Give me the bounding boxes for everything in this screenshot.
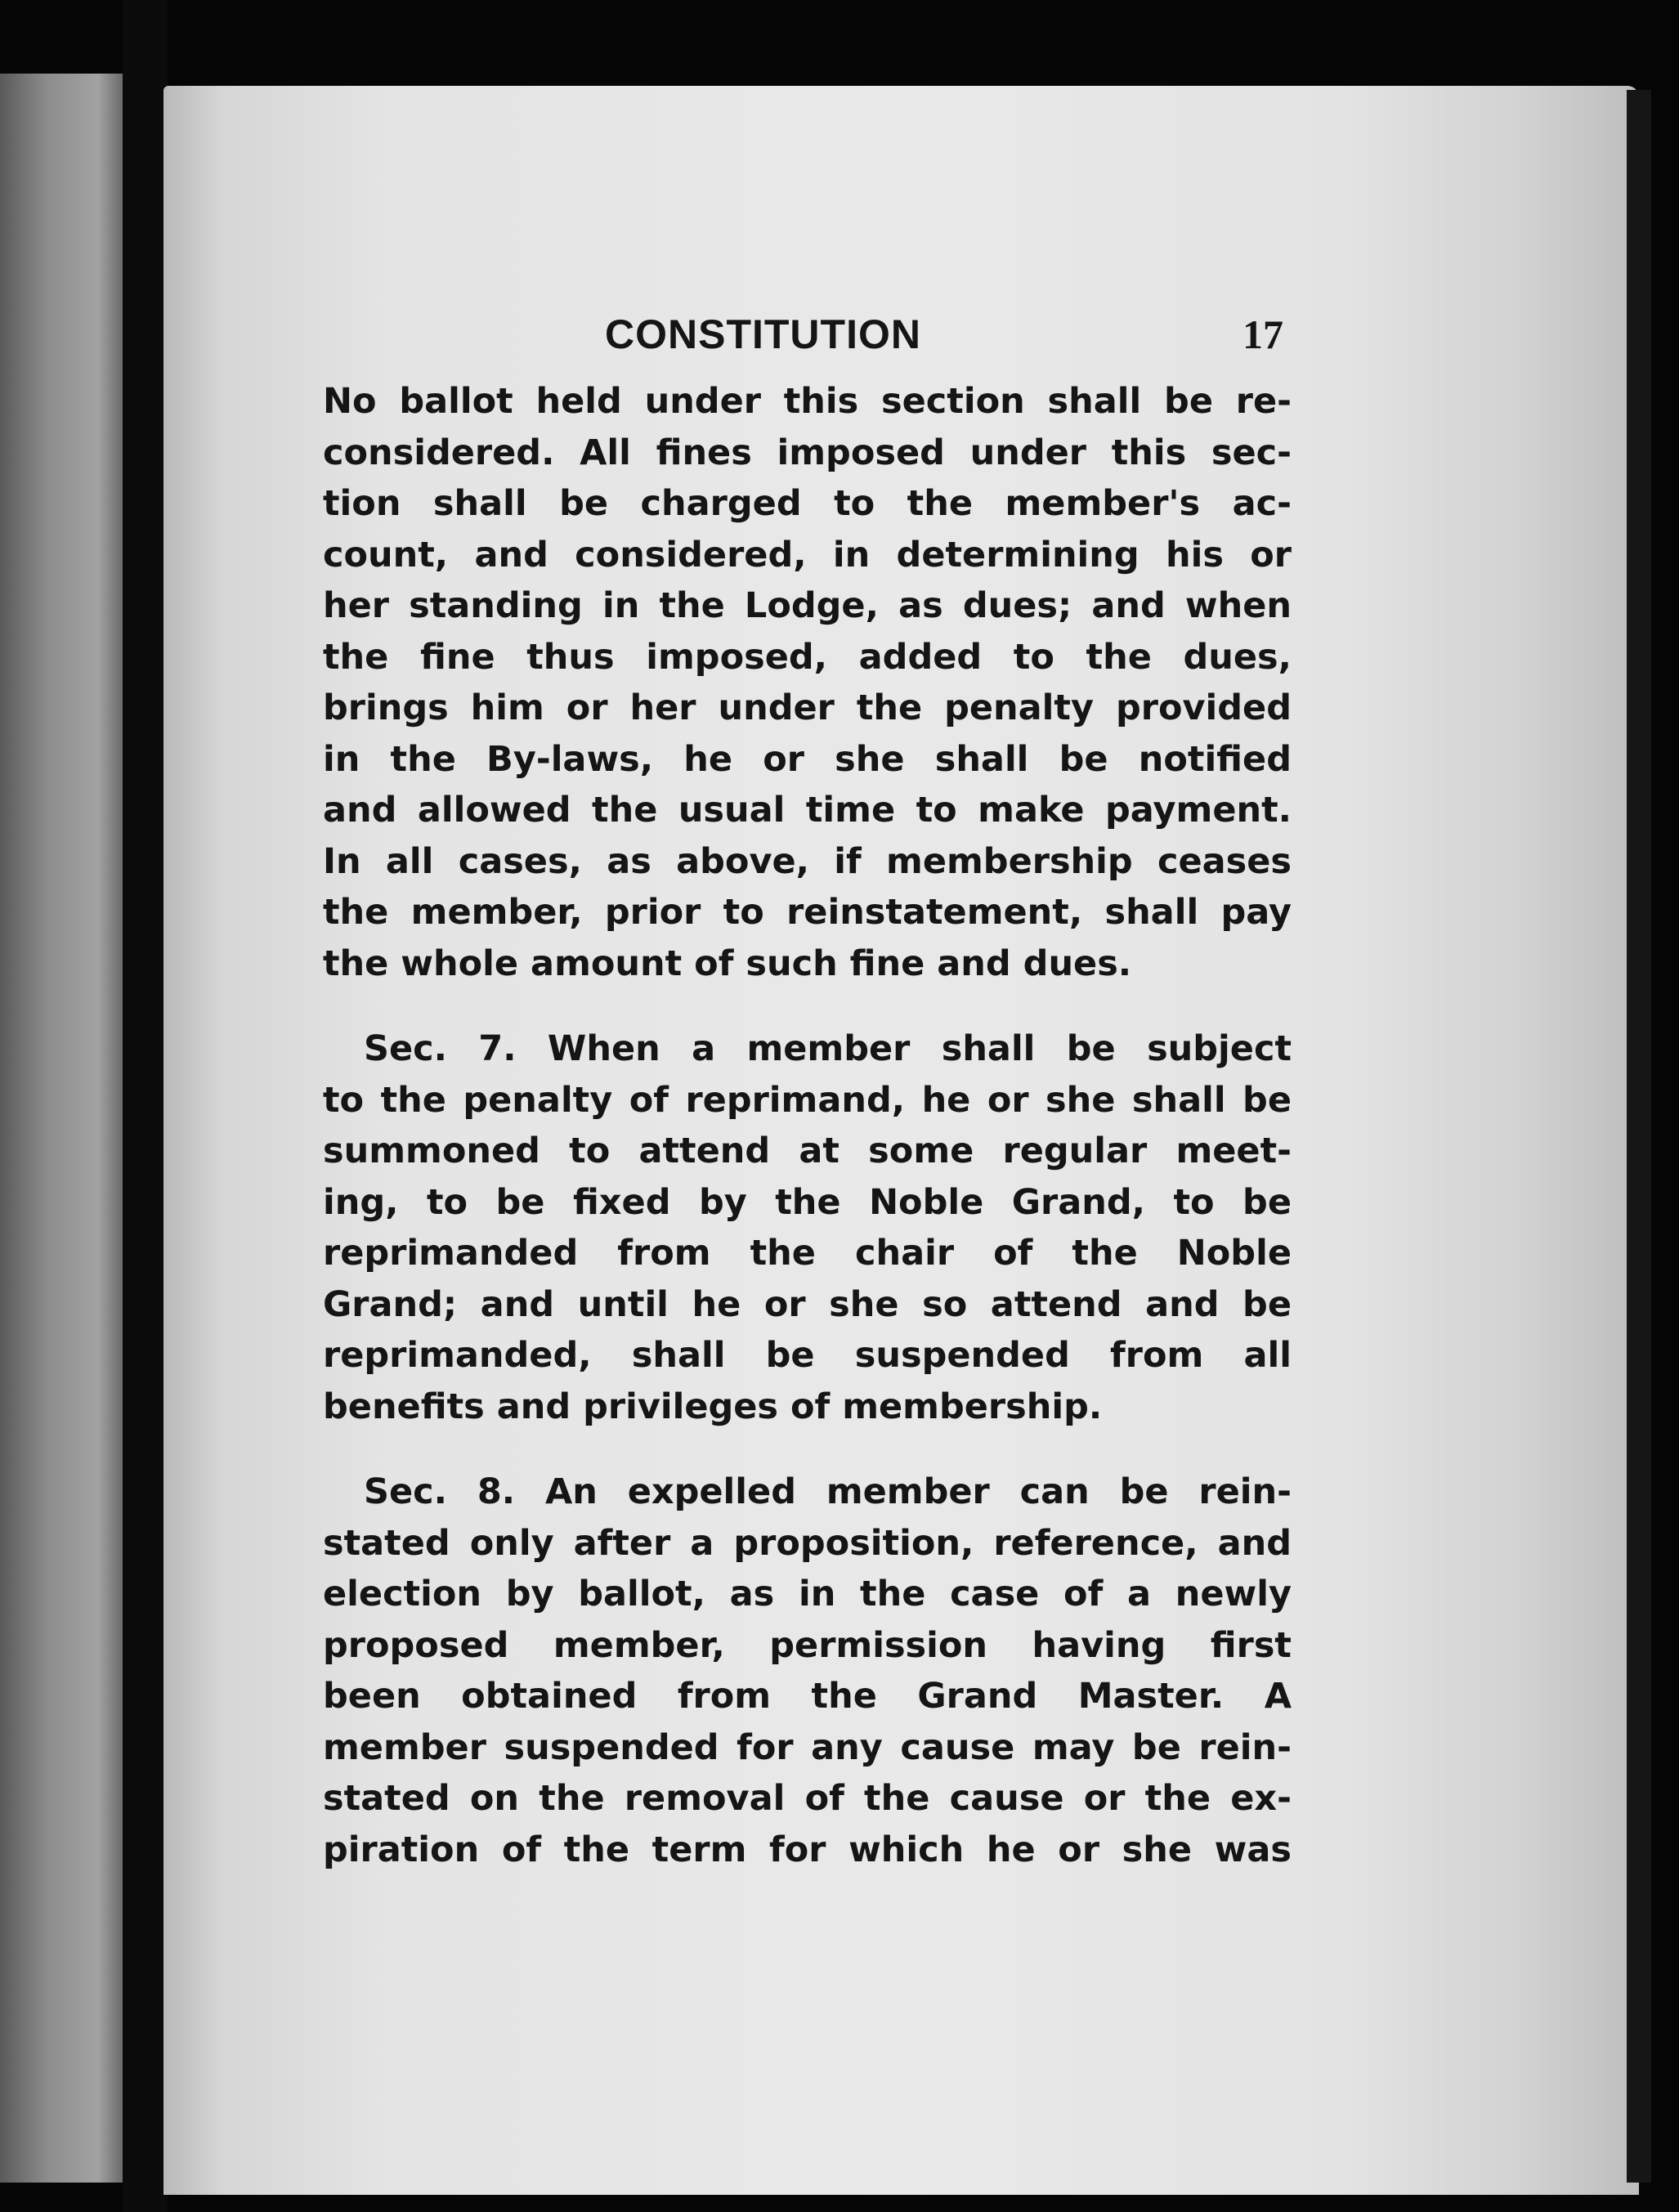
page-number: 17 <box>1242 311 1283 357</box>
text-line: Grand; and until he or she so attend and be <box>323 1283 1292 1325</box>
text-line: count, and considered, in determining his or <box>323 534 1292 575</box>
text-line: ing, to be fixed by the Noble Grand, to be <box>323 1181 1292 1223</box>
paragraph-gap <box>323 1432 1292 1466</box>
text-line: stated only after a proposition, reference, and <box>323 1522 1292 1564</box>
text-line: benefits and privileges of membership. <box>323 1386 1103 1427</box>
text-line: and allowed the usual time to make payment. <box>323 790 1292 831</box>
running-head-title: CONSTITUTION <box>605 311 921 357</box>
paragraph-sec-7 <box>323 1023 1292 1432</box>
text-line: proposed member, permission having first <box>323 1624 1292 1666</box>
text-line: brings him or her under the penalty provided <box>323 687 1292 728</box>
text-line: the whole amount of such fine and dues. <box>323 943 1132 984</box>
text-line: reprimanded from the chair of the Noble <box>323 1233 1292 1274</box>
text-line: reprimanded, shall be suspended from all <box>323 1335 1292 1376</box>
previous-page-edge <box>0 74 123 2183</box>
text-line: the fine thus imposed, added to the dues, <box>323 636 1292 678</box>
text-line: tion shall be charged to the member's ac- <box>323 483 1292 524</box>
text-line: to the penalty of reprimand, he or she shall be <box>323 1079 1292 1121</box>
running-head <box>323 311 1292 376</box>
text-line: Sec. 7. When a member shall be subject <box>364 1028 1292 1069</box>
text-line: her standing in the Lodge, as dues; and when <box>323 585 1292 626</box>
text-line: No ballot held under this section shall be re- <box>323 381 1292 422</box>
text-line: the member, prior to reinstatement, shall pay <box>323 892 1292 933</box>
text-line: Sec. 8. An expelled member can be rein- <box>364 1471 1292 1512</box>
text-line: In all cases, as above, if membership ceases <box>323 840 1292 882</box>
text-line: piration of the term for which he or she was <box>323 1829 1292 1870</box>
page-shadow-edge <box>1627 90 1651 2183</box>
book-gutter <box>123 0 168 2212</box>
text-line: summoned to attend at some regular meet- <box>323 1131 1292 1171</box>
paragraph-1 <box>323 376 1292 989</box>
text-line: considered. All fines imposed under this sec- <box>323 432 1292 473</box>
text-line: stated on the removal of the cause or the ex- <box>323 1778 1292 1819</box>
paragraph-sec-8 <box>323 1466 1292 1875</box>
paragraph-gap <box>323 989 1292 1023</box>
text-line: election by ballot, as in the case of a newly <box>323 1574 1292 1614</box>
text-line: member suspended for any cause may be rein- <box>323 1726 1292 1768</box>
page-text <box>323 311 1292 1875</box>
text-line: been obtained from the Grand Master. A <box>323 1676 1292 1717</box>
text-line: in the By-laws, he or she shall be notified <box>323 738 1292 780</box>
